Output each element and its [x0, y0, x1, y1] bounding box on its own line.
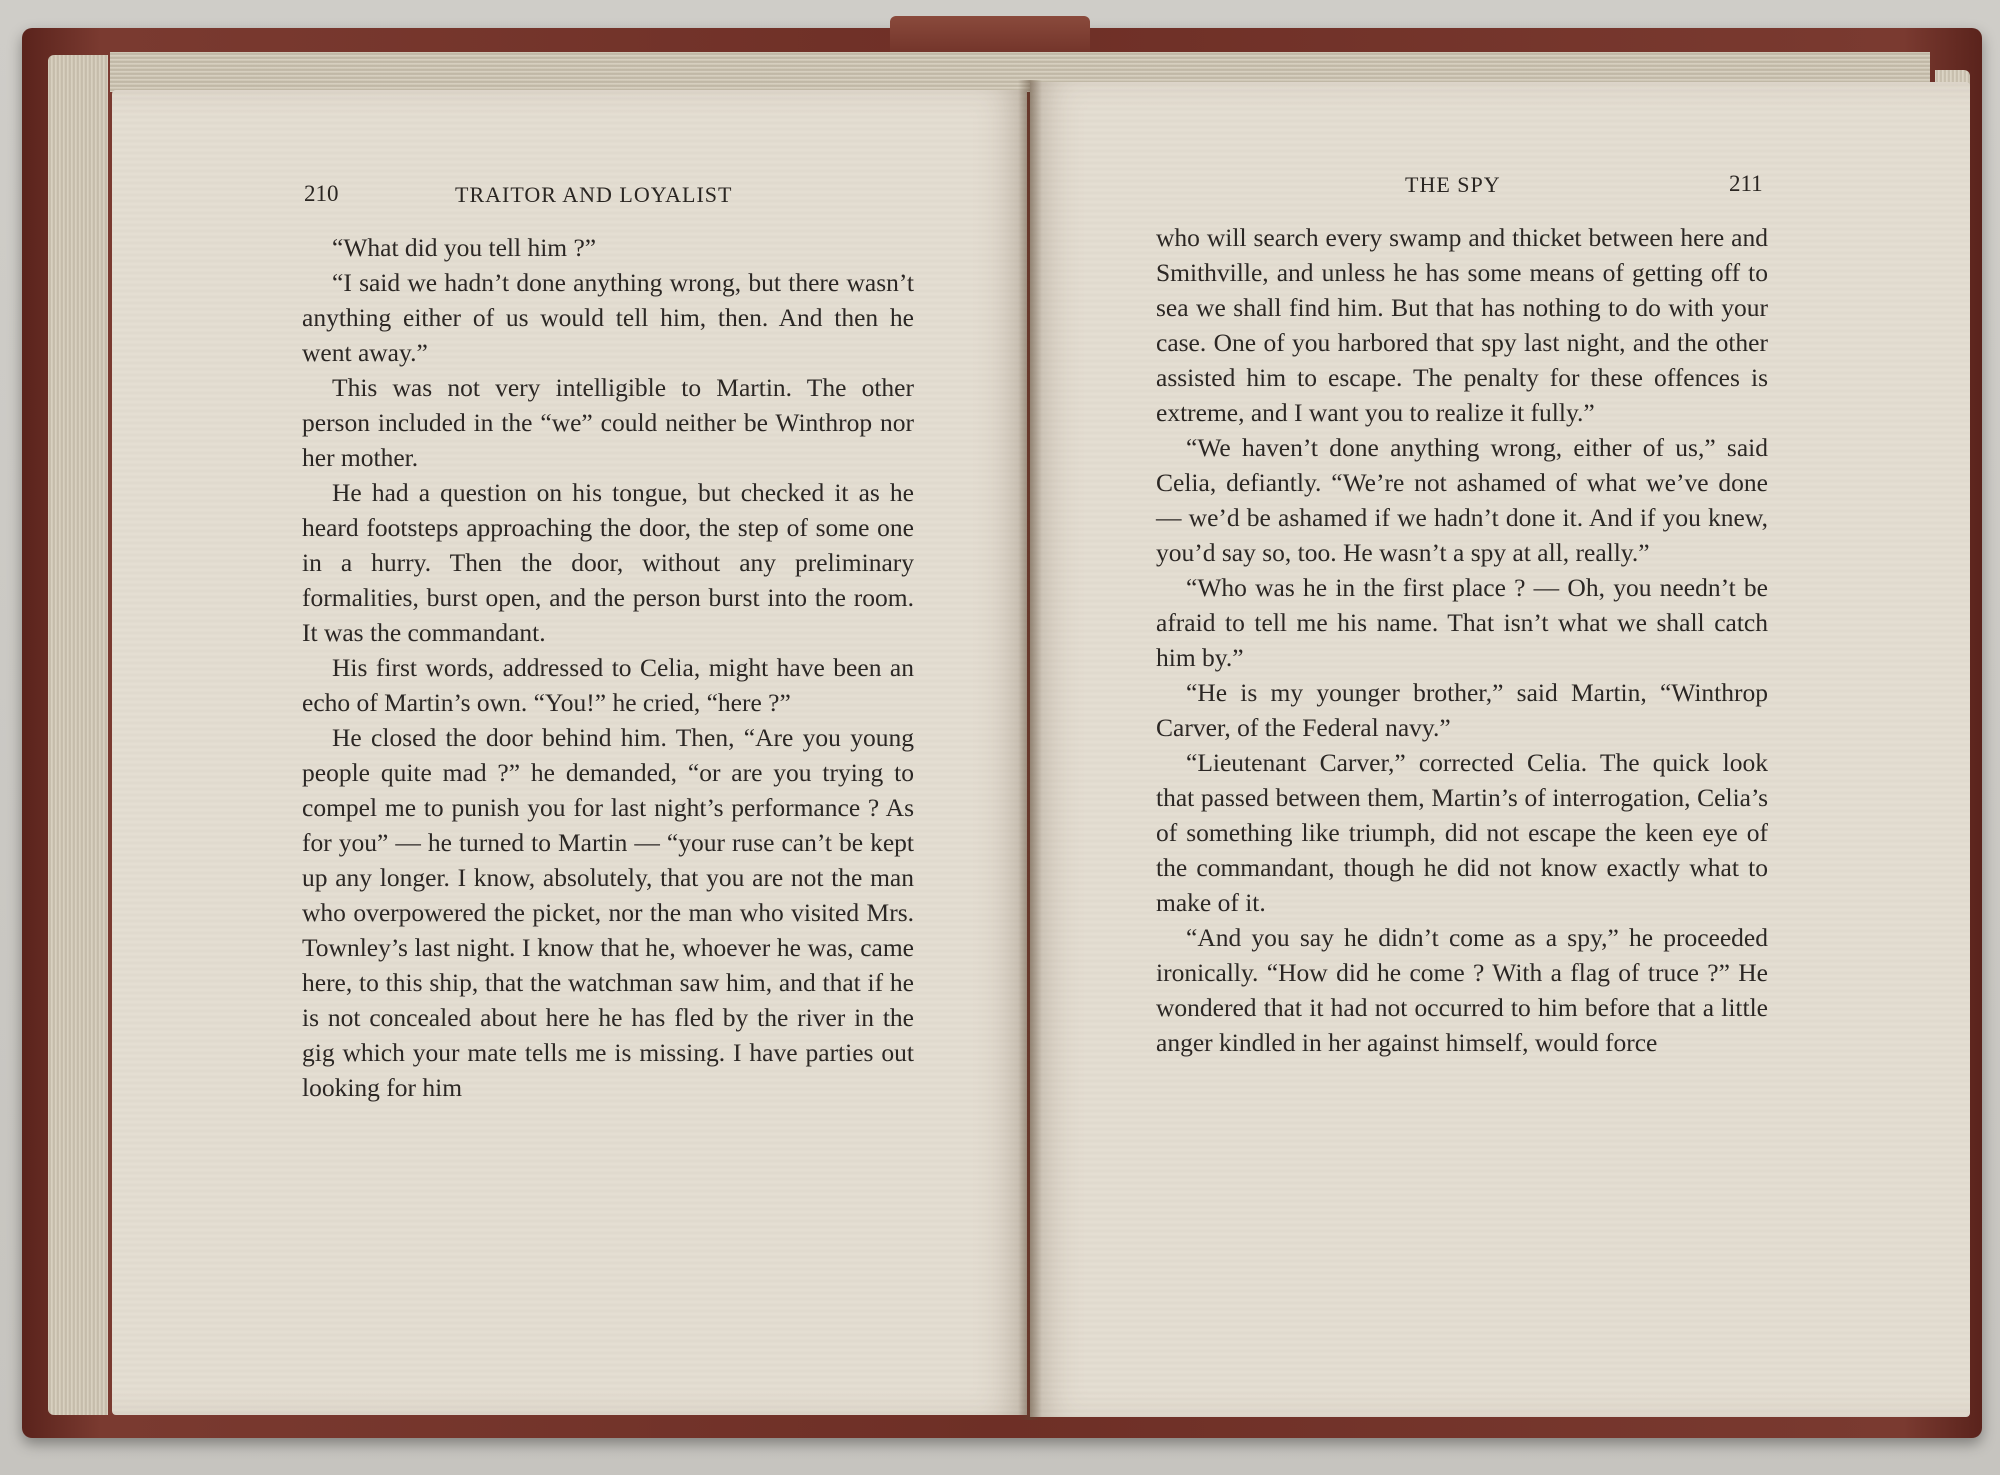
paragraph: “I said we hadn’t done anything wrong, but there wasn’t anything either of us would tell him, then. And then he went away.” — [302, 268, 914, 367]
paragraph: He closed the door behind him. Then, “Are you young people quite mad ?” he demanded, “or are you trying to compel me to punish you for last night’s performance ? As for you” — he turned to Martin — “your ruse can’t be kept up any longer. I know, absolutely, that you are not the man who overpowered the picket, nor the man who visited Mrs. Townley’s last night. I know that he, whoever he was, came here, to this ship, that the watchman saw him, and that if he is not concealed about here he has fled by the river in the gig which your mate tells me is missing. I have parties out looking for him — [302, 723, 914, 1102]
right-running-head: THE SPY — [1405, 172, 1501, 197]
paragraph: “What did you tell him ?” — [332, 233, 597, 262]
paragraph: “Lieutenant Carver,” corrected Celia. The quick look that passed between them, Martin’s of interrogation, Celia’s of something like triumph, did not escape the keen eye of the commandant, though he did not know exactly what to make of it. — [1156, 748, 1768, 917]
paragraph: who will search every swamp and thicket between here and Smithville, and unless he has some means of getting off to sea we shall find him. But that has nothing to do with your case. One of you harbored that spy last night, and the other assisted him to escape. The penalty for these offences is extreme, and I want you to realize it fully.” — [1156, 223, 1768, 427]
right-page-number: 211 — [1729, 171, 1763, 196]
book-gutter — [1018, 80, 1042, 1420]
paragraph: “Who was he in the first place ? — Oh, you needn’t be afraid to tell me his name. That isn’t what we shall catch him by.” — [1156, 573, 1768, 672]
right-page-text — [1156, 220, 1768, 1060]
paragraph: He had a question on his tongue, but checked it as he heard footsteps approaching the door, the step of some one in a hurry. Then the door, without any preliminary formalities, burst open, and the person burst into the room. It was the commandant. — [302, 478, 914, 647]
paragraph: “He is my younger brother,” said Martin, “Winthrop Carver, of the Federal navy.” — [1156, 678, 1768, 742]
paragraph: “We haven’t done anything wrong, either of us,” said Celia, defiantly. “We’re not ashamed of what we’ve done — we’d be ashamed if we hadn’t done it. And if you knew, you’d say so, too. He wasn’t a spy at all, really.” — [1156, 433, 1768, 567]
left-page-text — [302, 230, 914, 1105]
page-edges-left — [48, 55, 108, 1415]
paragraph: His first words, addressed to Celia, might have been an echo of Martin’s own. “You!” he cried, “here ?” — [302, 653, 914, 717]
paragraph: “And you say he didn’t come as a spy,” he proceeded ironically. “How did he come ? With a flag of truce ?” He wondered that it had not occurred to him before that a little anger kindled in her against himself, would force — [1156, 923, 1768, 1057]
left-running-head: TRAITOR AND LOYALIST — [455, 182, 733, 207]
paragraph: This was not very intelligible to Martin. The other person included in the “we” could neither be Winthrop nor her mother. — [302, 373, 914, 472]
left-page-number: 210 — [304, 181, 339, 206]
